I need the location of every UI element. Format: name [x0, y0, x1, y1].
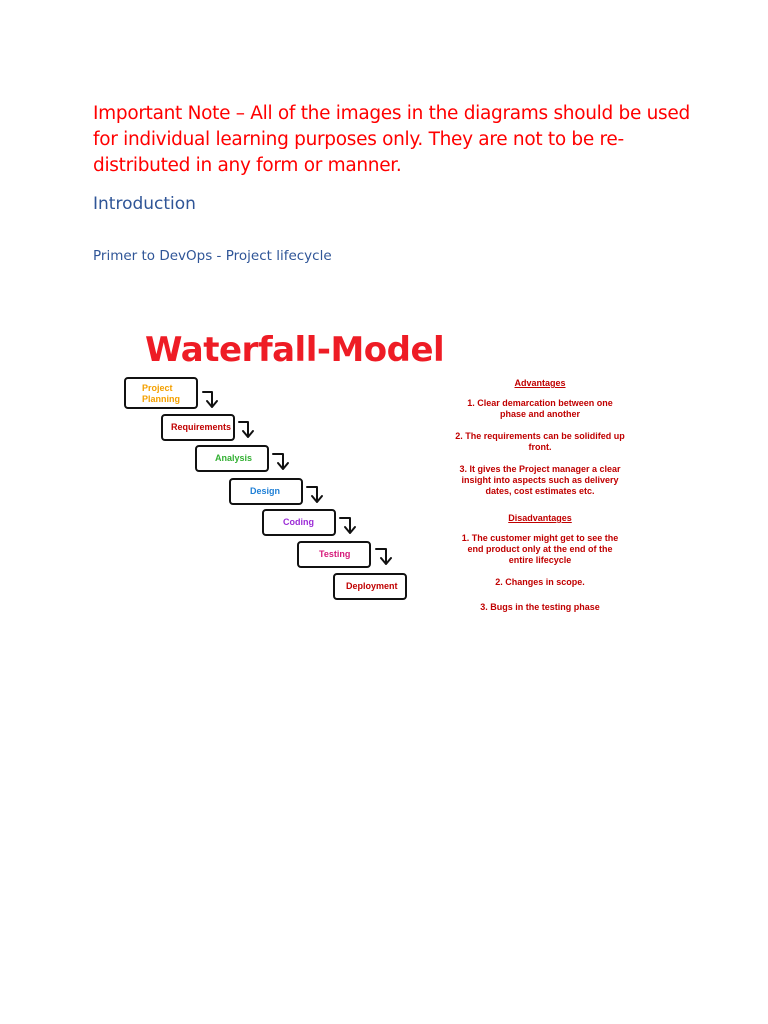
arrow-icon — [203, 392, 217, 407]
stage-label: Project — [142, 383, 173, 393]
stage-label: Deployment — [346, 581, 398, 591]
disadvantage-item: 2. Changes in scope. — [495, 577, 585, 587]
stage-project-planning — [125, 378, 197, 408]
arrow-icon — [239, 422, 253, 437]
advantage-item: 2. The requirements can be solidifed up front. — [455, 431, 625, 452]
stage-label: Planning — [142, 394, 180, 404]
arrow-icon — [273, 454, 288, 469]
stage-label: Requirements — [171, 422, 232, 432]
stage-label: Design — [250, 486, 281, 496]
arrow-icon — [307, 487, 322, 502]
section-heading: Introduction — [93, 194, 196, 214]
section-subheading: Primer to DevOps - Project lifecycle — [93, 248, 332, 264]
disadvantage-item: 1. The customer might get to see the end product only at the end of the entire lifecycle — [461, 533, 619, 565]
stage-coding — [263, 510, 335, 535]
stage-label: Analysis — [215, 453, 253, 463]
stage-design — [230, 479, 302, 504]
stage-analysis — [196, 446, 268, 471]
disadvantages-title: Disadvantages — [508, 513, 572, 523]
stage-testing — [298, 542, 370, 567]
pros-cons-panel — [455, 378, 625, 624]
stage-label: Testing — [319, 549, 351, 559]
disadvantage-item: 3. Bugs in the testing phase — [480, 602, 600, 612]
important-note: Important Note – All of the images in the diagrams should be used for individual learning purposes only. They are not to be re-distributed in any form or manner. — [93, 103, 690, 176]
arrow-icon — [340, 518, 355, 533]
stage-label: Coding — [283, 517, 314, 527]
advantage-item: 3. It gives the Project manager a clear insight into aspects such as delivery dates, cost estimates etc. — [459, 464, 621, 496]
advantage-item: 1. Clear demarcation between one phase and another — [467, 398, 613, 419]
advantages-title: Advantages — [514, 378, 566, 388]
arrow-icon — [376, 549, 391, 564]
stage-deployment — [334, 574, 406, 599]
diagram-title: Waterfall-Model — [145, 330, 445, 370]
stage-requirements — [162, 415, 234, 440]
